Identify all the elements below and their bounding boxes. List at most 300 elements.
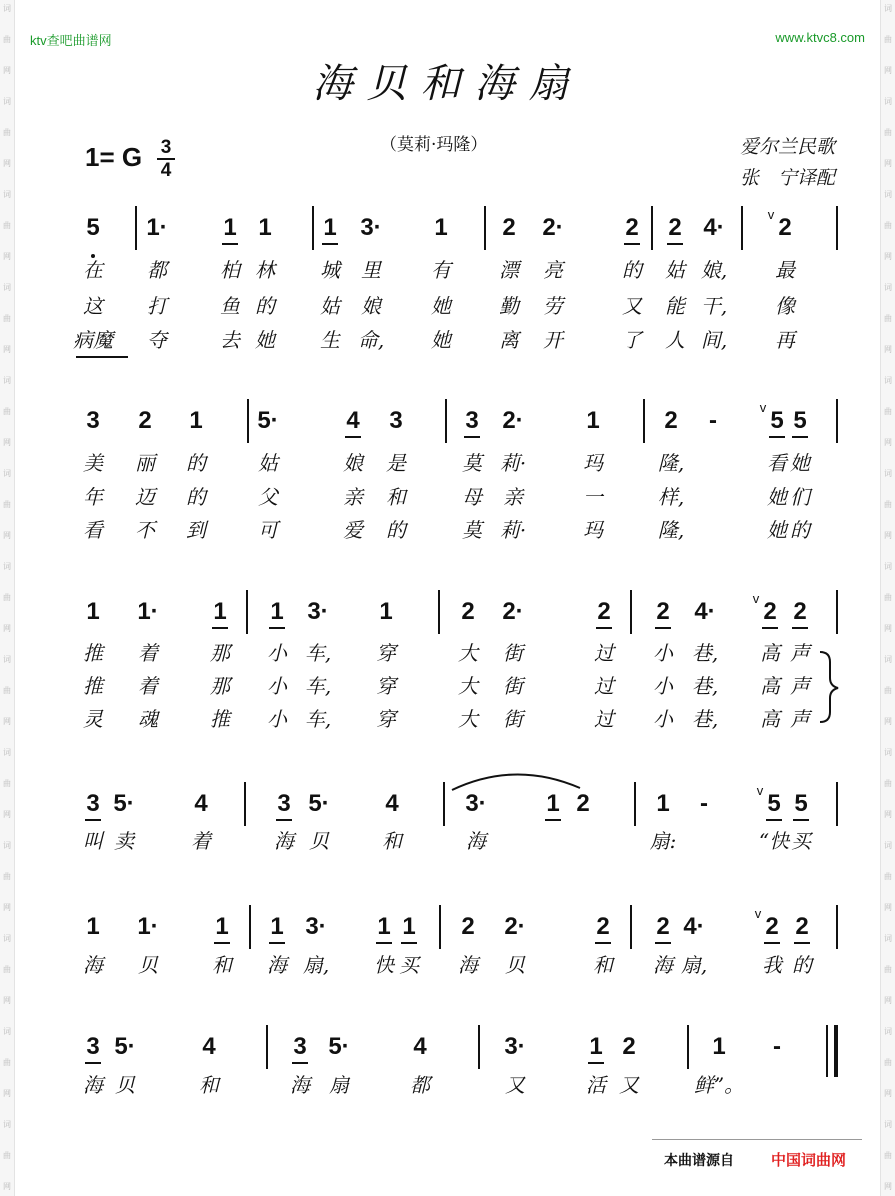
watermark-char: 词 bbox=[884, 376, 892, 385]
footer-source-label: 本曲谱源自 bbox=[664, 1153, 734, 1169]
note-5-1: 1 bbox=[86, 913, 100, 940]
watermark-char: 网 bbox=[884, 1089, 892, 1098]
lyric-3-3-9: 过 bbox=[594, 707, 614, 731]
watermark-char: 曲 bbox=[884, 128, 892, 137]
note-1-9: 2· bbox=[542, 214, 564, 241]
watermark-char: 网 bbox=[3, 438, 11, 447]
note-1-3: 1 bbox=[223, 214, 237, 241]
note-1-8: 2 bbox=[502, 214, 516, 241]
note-3-8: 2· bbox=[502, 598, 524, 625]
note-1-12: 4· bbox=[703, 214, 725, 241]
note-4-1: 3 bbox=[86, 790, 100, 817]
lyric-2-1-12: 看 bbox=[767, 451, 787, 475]
note-6-5: 5· bbox=[328, 1033, 350, 1060]
lyric-2-3-9: 玛 bbox=[583, 518, 603, 542]
watermark-char: 网 bbox=[3, 1182, 11, 1191]
note-3-10: 2 bbox=[656, 598, 670, 625]
lyric-3-2-13: 声 bbox=[790, 674, 810, 698]
lyric-2-1-5: 娘 bbox=[343, 451, 363, 475]
watermark-char: 网 bbox=[884, 66, 892, 75]
note-4-3: 4 bbox=[194, 790, 208, 817]
lyric-3-3-5: 车, bbox=[304, 707, 332, 731]
lyric-1-1-5: 城 bbox=[320, 258, 340, 282]
breath-mark: v bbox=[767, 207, 775, 222]
lyric-1-2-13: 像 bbox=[775, 294, 795, 318]
lyric-5-1-4: 海 bbox=[267, 953, 287, 977]
lyric-1-3-5: 生 bbox=[320, 328, 340, 352]
watermark-char: 网 bbox=[3, 996, 11, 1005]
lyric-2-3-6: 的 bbox=[386, 518, 406, 542]
lyric-3-3-2: 魂 bbox=[138, 707, 158, 731]
lyric-1-3-13: 再 bbox=[775, 328, 795, 352]
lyric-3-1-9: 过 bbox=[594, 641, 614, 665]
watermark-char: 网 bbox=[3, 345, 11, 354]
note-2-4: 5· bbox=[257, 407, 279, 434]
note-6-2: 5· bbox=[114, 1033, 136, 1060]
note-5-14: 2 bbox=[795, 913, 809, 940]
lyric-3-2-1: 推 bbox=[83, 674, 103, 698]
note-4-4: 3 bbox=[277, 790, 291, 817]
note-3-4: 1 bbox=[270, 598, 284, 625]
lyric-1-1-4: 林 bbox=[255, 258, 275, 282]
lyric-2-2-12: 她 bbox=[767, 485, 787, 509]
watermark-char: 曲 bbox=[3, 407, 11, 416]
watermark-char: 词 bbox=[3, 562, 11, 571]
tie-arc bbox=[452, 774, 580, 790]
lyric-3-2-5: 车, bbox=[304, 674, 332, 698]
lyric-5-1-7: 买 bbox=[399, 953, 419, 977]
lyric-1-1-9: 亮 bbox=[543, 258, 563, 282]
lyric-6-1-1: 海 bbox=[83, 1073, 103, 1097]
note-2-7: 3 bbox=[465, 407, 479, 434]
note-1-4: 1 bbox=[258, 214, 272, 241]
note-3-12: 2 bbox=[763, 598, 777, 625]
lyric-1-2-5: 姑 bbox=[320, 294, 340, 318]
note-6-8: 1 bbox=[589, 1033, 603, 1060]
watermark-char: 网 bbox=[884, 531, 892, 540]
lyric-3-2-8: 街 bbox=[503, 674, 523, 698]
watermark-char: 网 bbox=[884, 624, 892, 633]
lyric-3-2-10: 小 bbox=[653, 674, 673, 698]
note-4-5: 5· bbox=[308, 790, 330, 817]
note-4-11: - bbox=[700, 790, 708, 817]
lyric-3-1-2: 着 bbox=[138, 641, 158, 665]
lyric-2-3-8: 莉· bbox=[499, 518, 527, 542]
lyric-2-3-3: 到 bbox=[186, 518, 206, 542]
lyric-6-1-8: 活 bbox=[586, 1073, 606, 1097]
watermark-char: 词 bbox=[884, 4, 892, 13]
lyric-2-1-1: 美 bbox=[83, 451, 103, 475]
watermark-char: 曲 bbox=[884, 872, 892, 881]
lyric-2-2-9: 一 bbox=[583, 485, 603, 509]
lyric-1-3-12: 间, bbox=[700, 328, 728, 352]
footer-divider bbox=[652, 1139, 862, 1140]
watermark-char: 曲 bbox=[884, 965, 892, 974]
watermark-char: 曲 bbox=[3, 128, 11, 137]
lyric-3-1-5: 车, bbox=[304, 641, 332, 665]
note-2-12: 5 bbox=[770, 407, 784, 434]
watermark-char: 词 bbox=[3, 841, 11, 850]
note-6-9: 2 bbox=[622, 1033, 636, 1060]
note-2-3: 1 bbox=[189, 407, 203, 434]
note-5-9: 2· bbox=[504, 913, 526, 940]
note-3-9: 2 bbox=[597, 598, 611, 625]
watermark-char: 曲 bbox=[3, 500, 11, 509]
lyric-5-1-10: 和 bbox=[593, 953, 613, 977]
watermark-char: 词 bbox=[3, 376, 11, 385]
note-2-8: 2· bbox=[502, 407, 524, 434]
watermark-char: 词 bbox=[3, 469, 11, 478]
watermark-char: 曲 bbox=[884, 1151, 892, 1160]
note-3-6: 1 bbox=[379, 598, 393, 625]
note-3-3: 1 bbox=[213, 598, 227, 625]
note-1-10: 2 bbox=[625, 214, 639, 241]
watermark-char: 网 bbox=[3, 159, 11, 168]
note-6-10: 1 bbox=[712, 1033, 726, 1060]
lyric-3-3-12: 高 bbox=[760, 707, 780, 731]
watermark-char: 网 bbox=[3, 903, 11, 912]
lyric-3-1-11: 巷, bbox=[691, 641, 719, 665]
lyric-3-2-11: 巷, bbox=[691, 674, 719, 698]
lyric-4-1-13: 买 bbox=[791, 829, 811, 853]
lyric-1-3-4: 她 bbox=[255, 328, 275, 352]
time-signature-bottom: 4 bbox=[160, 160, 172, 181]
watermark-char: 网 bbox=[884, 903, 892, 912]
watermark-char: 词 bbox=[3, 97, 11, 106]
lyric-3-3-4: 小 bbox=[267, 707, 287, 731]
lyric-2-1-3: 的 bbox=[186, 451, 206, 475]
lyric-3-2-7: 大 bbox=[458, 674, 478, 698]
origin-credit: 爱尔兰民歌 bbox=[739, 136, 835, 158]
lyric-2-3-2: 不 bbox=[135, 518, 155, 542]
watermark-char: 网 bbox=[884, 252, 892, 261]
song-title: 海贝和海扇 bbox=[312, 61, 583, 107]
note-3-13: 2 bbox=[793, 598, 807, 625]
lyric-3-1-1: 推 bbox=[83, 641, 103, 665]
note-3-2: 1· bbox=[137, 598, 159, 625]
lyric-6-1-5: 扇 bbox=[329, 1073, 349, 1097]
site-name-left[interactable]: ktv查吧曲谱网 bbox=[30, 33, 112, 48]
note-6-4: 3 bbox=[293, 1033, 307, 1060]
lyric-1-3-1: 病魔 bbox=[73, 328, 113, 352]
lyric-2-1-13: 她 bbox=[790, 451, 810, 475]
note-4-2: 5· bbox=[113, 790, 135, 817]
watermark-char: 网 bbox=[3, 717, 11, 726]
lyric-2-2-1: 年 bbox=[83, 485, 103, 509]
lyric-4-1-3: 着 bbox=[191, 829, 211, 853]
lyric-5-1-2: 贝 bbox=[138, 953, 158, 977]
lyric-1-2-8: 勤 bbox=[499, 294, 519, 318]
watermark-char: 词 bbox=[3, 748, 11, 757]
lyric-5-1-6: 快 bbox=[374, 953, 394, 977]
lyric-3-2-6: 穿 bbox=[376, 674, 396, 698]
lyric-1-2-3: 鱼 bbox=[220, 294, 240, 318]
watermark-char: 曲 bbox=[884, 500, 892, 509]
lyric-2-2-2: 迈 bbox=[135, 485, 155, 509]
note-5-5: 3· bbox=[305, 913, 327, 940]
lyric-2-1-4: 姑 bbox=[258, 451, 278, 475]
lyric-2-3-13: 的 bbox=[790, 518, 810, 542]
lyric-1-3-7: 她 bbox=[431, 328, 451, 352]
lyric-3-3-13: 声 bbox=[790, 707, 810, 731]
lyric-1-3-8: 离 bbox=[499, 328, 519, 352]
note-4-13: 5 bbox=[794, 790, 808, 817]
lyric-2-2-10: 样, bbox=[657, 485, 685, 509]
lyric-3-3-7: 大 bbox=[458, 707, 478, 731]
lyric-6-1-6: 都 bbox=[410, 1073, 430, 1097]
lyric-3-1-13: 声 bbox=[790, 641, 810, 665]
lyric-3-1-7: 大 bbox=[458, 641, 478, 665]
lyric-3-3-1: 灵 bbox=[83, 707, 103, 731]
note-4-9: 2 bbox=[576, 790, 590, 817]
verse-brace bbox=[820, 652, 838, 722]
lyric-3-3-11: 巷, bbox=[691, 707, 719, 731]
lyric-3-2-4: 小 bbox=[267, 674, 287, 698]
watermark-char: 网 bbox=[884, 810, 892, 819]
watermark-char: 曲 bbox=[884, 35, 892, 44]
note-5-4: 1 bbox=[270, 913, 284, 940]
note-4-10: 1 bbox=[656, 790, 670, 817]
lyric-3-3-8: 街 bbox=[503, 707, 523, 731]
watermark-char: 词 bbox=[884, 469, 892, 478]
lyric-2-1-2: 丽 bbox=[135, 451, 155, 475]
watermark-char: 词 bbox=[884, 748, 892, 757]
note-1-13: 2 bbox=[778, 214, 792, 241]
lyric-1-1-13: 最 bbox=[775, 258, 795, 282]
watermark-char: 曲 bbox=[884, 407, 892, 416]
note-1-7: 1 bbox=[434, 214, 448, 241]
lyric-6-1-9: 又 bbox=[619, 1073, 639, 1097]
breath-mark: v bbox=[756, 783, 764, 798]
note-5-13: 2 bbox=[765, 913, 779, 940]
lyric-5-1-12: 扇, bbox=[680, 953, 708, 977]
note-1-6: 3· bbox=[360, 214, 382, 241]
watermark-char: 词 bbox=[3, 1120, 11, 1129]
note-6-1: 3 bbox=[86, 1033, 100, 1060]
watermark-char: 词 bbox=[884, 190, 892, 199]
lyric-6-1-4: 海 bbox=[290, 1073, 310, 1097]
watermark-char: 词 bbox=[884, 934, 892, 943]
watermark-char: 曲 bbox=[884, 593, 892, 602]
lyric-1-3-10: 了 bbox=[622, 328, 642, 352]
note-4-7: 3· bbox=[465, 790, 487, 817]
note-5-6: 1 bbox=[377, 913, 391, 940]
time-signature-top: 3 bbox=[160, 137, 172, 158]
watermark-char: 曲 bbox=[3, 872, 11, 881]
key-signature: 1= G bbox=[85, 142, 143, 172]
watermark-char: 词 bbox=[884, 562, 892, 571]
lyric-1-1-7: 有 bbox=[431, 258, 451, 282]
watermark-char: 曲 bbox=[3, 314, 11, 323]
note-5-11: 2 bbox=[656, 913, 670, 940]
watermark-char: 网 bbox=[884, 345, 892, 354]
note-4-12: 5 bbox=[767, 790, 781, 817]
watermark-char: 词 bbox=[884, 841, 892, 850]
lyric-1-3-3: 去 bbox=[220, 328, 240, 352]
note-1-1: 5 bbox=[86, 214, 100, 241]
lyric-5-1-8: 海 bbox=[458, 953, 478, 977]
watermark-char: 曲 bbox=[884, 221, 892, 230]
lyric-3-3-6: 穿 bbox=[376, 707, 396, 731]
lyric-3-2-2: 着 bbox=[138, 674, 158, 698]
breath-mark: v bbox=[754, 906, 762, 921]
lyric-3-1-6: 穿 bbox=[376, 641, 396, 665]
lyric-3-1-4: 小 bbox=[267, 641, 287, 665]
watermark-char: 词 bbox=[3, 283, 11, 292]
song-subtitle: （莫莉·玛隆） bbox=[380, 135, 488, 155]
note-6-6: 4 bbox=[413, 1033, 427, 1060]
watermark-char: 词 bbox=[884, 1120, 892, 1129]
lyric-2-2-5: 亲 bbox=[343, 485, 363, 509]
note-1-11: 2 bbox=[668, 214, 682, 241]
watermark-char: 词 bbox=[3, 190, 11, 199]
watermark-char: 网 bbox=[884, 438, 892, 447]
lyric-2-2-8: 亲 bbox=[503, 485, 523, 509]
watermark-char: 网 bbox=[3, 252, 11, 261]
note-5-10: 2 bbox=[596, 913, 610, 940]
lyric-6-1-7: 又 bbox=[505, 1073, 525, 1097]
note-5-8: 2 bbox=[461, 913, 475, 940]
watermark-char: 网 bbox=[3, 66, 11, 75]
note-2-9: 1 bbox=[586, 407, 600, 434]
note-6-7: 3· bbox=[504, 1033, 526, 1060]
note-5-2: 1· bbox=[137, 913, 159, 940]
lyric-5-1-13: 我 bbox=[762, 953, 782, 977]
lyric-2-3-4: 可 bbox=[258, 518, 278, 542]
lyric-5-1-3: 和 bbox=[212, 953, 232, 977]
note-5-12: 4· bbox=[683, 913, 705, 940]
lyric-1-3-2: 夺 bbox=[147, 328, 167, 352]
watermark-char: 网 bbox=[3, 810, 11, 819]
lyric-5-1-9: 贝 bbox=[505, 953, 525, 977]
watermark-char: 曲 bbox=[3, 1058, 11, 1067]
lyric-1-2-10: 又 bbox=[622, 294, 642, 318]
lyric-1-1-6: 里 bbox=[361, 258, 381, 282]
watermark-char: 曲 bbox=[3, 221, 11, 230]
watermark-char: 词 bbox=[884, 97, 892, 106]
watermark-char: 词 bbox=[884, 283, 892, 292]
note-5-3: 1 bbox=[215, 913, 229, 940]
lyric-2-1-6: 是 bbox=[386, 451, 406, 475]
lyric-1-1-8: 漂 bbox=[499, 258, 519, 282]
lyric-4-1-7: 海 bbox=[466, 829, 486, 853]
lyric-1-2-1: 这 bbox=[83, 294, 103, 318]
watermark-char: 网 bbox=[884, 717, 892, 726]
watermark-char: 词 bbox=[3, 934, 11, 943]
watermark-char: 曲 bbox=[884, 686, 892, 695]
lyric-4-1-4: 海 bbox=[274, 829, 294, 853]
lyric-1-2-12: 干, bbox=[700, 294, 728, 318]
watermark-char: 词 bbox=[3, 655, 11, 664]
watermark-char: 曲 bbox=[3, 1151, 11, 1160]
lyric-2-3-12: 她 bbox=[767, 518, 787, 542]
lyric-1-3-11: 人 bbox=[665, 328, 685, 352]
note-2-1: 3 bbox=[86, 407, 100, 434]
note-5-7: 1 bbox=[402, 913, 416, 940]
lyric-2-2-3: 的 bbox=[186, 485, 206, 509]
lyric-6-1-3: 和 bbox=[199, 1073, 219, 1097]
lyric-3-3-3: 推 bbox=[210, 707, 230, 731]
watermark-char: 曲 bbox=[3, 965, 11, 974]
watermark-char: 网 bbox=[884, 996, 892, 1005]
footer-site-link[interactable]: 中国词曲网 bbox=[771, 1151, 847, 1169]
watermark-char: 网 bbox=[884, 159, 892, 168]
watermark-char: 曲 bbox=[3, 779, 11, 788]
lyric-2-3-5: 爱 bbox=[343, 518, 363, 542]
lyric-4-1-2: 卖 bbox=[114, 829, 134, 853]
lyric-2-2-13: 们 bbox=[790, 485, 810, 509]
lyric-4-1-1: 叫 bbox=[83, 829, 103, 853]
lyric-3-1-8: 街 bbox=[503, 641, 523, 665]
lyric-5-1-11: 海 bbox=[653, 953, 673, 977]
lyric-2-2-6: 和 bbox=[386, 485, 406, 509]
note-6-3: 4 bbox=[202, 1033, 216, 1060]
breath-mark: v bbox=[752, 591, 760, 606]
arranger-credit: 张 宁译配 bbox=[739, 167, 835, 189]
note-2-6: 3 bbox=[389, 407, 403, 434]
lyric-1-1-3: 柏 bbox=[220, 258, 240, 282]
lyric-3-2-12: 高 bbox=[760, 674, 780, 698]
lyric-1-1-1: 在 bbox=[83, 258, 103, 282]
lyric-1-3-9: 开 bbox=[543, 328, 563, 352]
lyric-1-2-7: 她 bbox=[431, 294, 451, 318]
lyric-5-1-14: 的 bbox=[792, 953, 812, 977]
note-2-10: 2 bbox=[664, 407, 678, 434]
watermark-char: 词 bbox=[3, 1027, 11, 1036]
note-6-11: - bbox=[773, 1033, 781, 1060]
lyric-2-1-8: 莉· bbox=[499, 451, 527, 475]
lyric-4-1-6: 和 bbox=[382, 829, 402, 853]
lyric-1-1-10: 的 bbox=[622, 258, 642, 282]
lyric-1-2-4: 的 bbox=[255, 294, 275, 318]
lyric-1-1-12: 娘, bbox=[700, 258, 728, 282]
watermark-char: 曲 bbox=[3, 686, 11, 695]
lyric-2-3-7: 莫 bbox=[462, 518, 482, 542]
watermark-char: 曲 bbox=[3, 35, 11, 44]
watermark-char: 词 bbox=[3, 4, 11, 13]
lyric-1-2-11: 能 bbox=[665, 294, 685, 318]
watermark-char: 网 bbox=[3, 531, 11, 540]
lyric-2-2-4: 父 bbox=[258, 485, 278, 509]
watermark-char: 曲 bbox=[884, 1058, 892, 1067]
lyric-6-1-2: 贝 bbox=[115, 1073, 135, 1097]
lyric-3-1-10: 小 bbox=[653, 641, 673, 665]
note-3-11: 4· bbox=[694, 598, 716, 625]
note-3-1: 1 bbox=[86, 598, 100, 625]
lyric-2-1-7: 莫 bbox=[462, 451, 482, 475]
lyric-1-2-2: 打 bbox=[147, 294, 167, 318]
note-2-2: 2 bbox=[138, 407, 152, 434]
lyric-2-1-10: 隆, bbox=[657, 451, 685, 475]
lyric-4-1-12: “快 bbox=[758, 829, 790, 853]
lyric-3-1-12: 高 bbox=[760, 641, 780, 665]
lyric-2-3-1: 看 bbox=[83, 518, 103, 542]
watermark-char: 网 bbox=[3, 1089, 11, 1098]
watermark-char: 曲 bbox=[884, 314, 892, 323]
watermark-char: 词 bbox=[884, 1027, 892, 1036]
note-2-5: 4 bbox=[346, 407, 360, 434]
lyric-1-1-2: 都 bbox=[147, 258, 167, 282]
lyric-1-2-9: 劳 bbox=[543, 294, 563, 318]
lyric-3-2-3: 那 bbox=[210, 674, 230, 698]
lyric-5-1-5: 扇, bbox=[302, 953, 330, 977]
note-1-2: 1· bbox=[146, 214, 168, 241]
note-4-8: 1 bbox=[546, 790, 560, 817]
watermark-char: 网 bbox=[884, 1182, 892, 1191]
site-url-right[interactable]: www.ktvc8.com bbox=[775, 30, 865, 45]
lyric-1-3-6: 命, bbox=[357, 328, 385, 352]
lyric-6-1-10: 鲜”。 bbox=[693, 1073, 745, 1097]
